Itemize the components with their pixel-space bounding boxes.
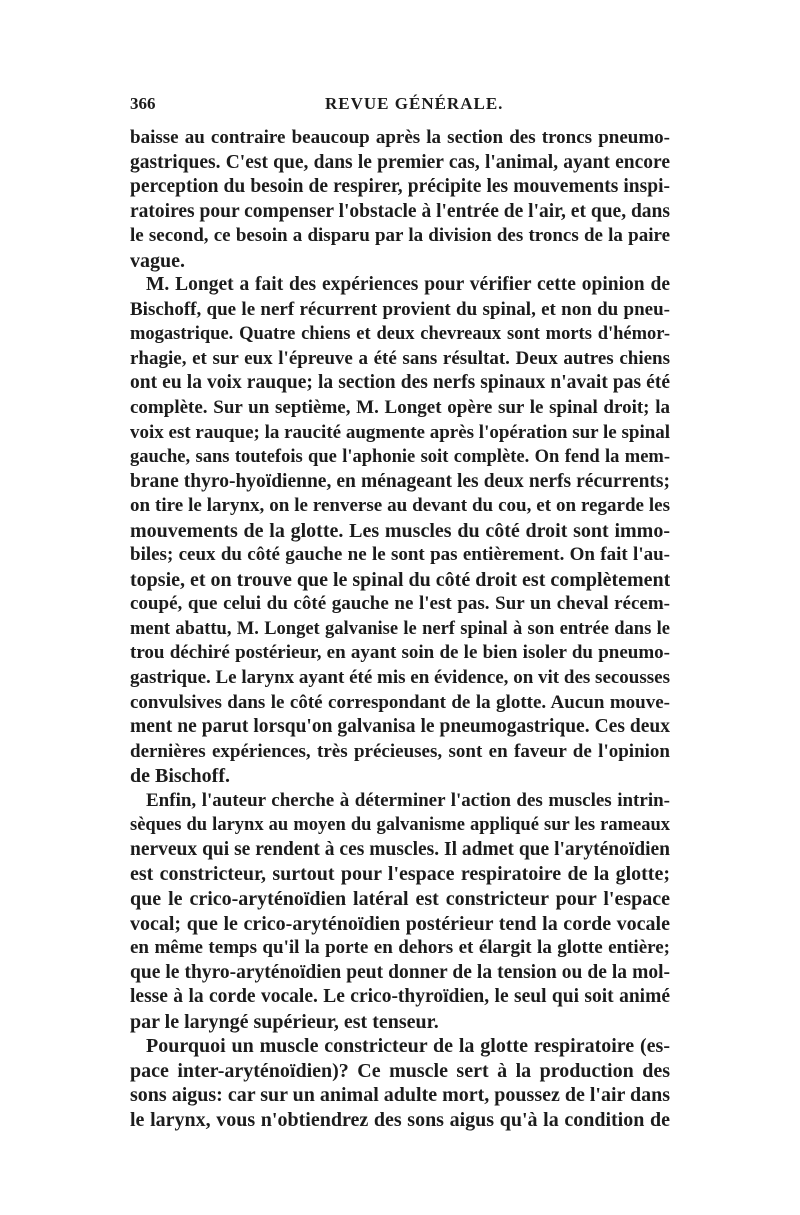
text-line: ratoires pour compenser l'obstacle à l'entrée de l'air, et que, dans <box>130 200 670 222</box>
text-line: topsie, et on trouve que le spinal du côté droit est complètement <box>130 568 670 591</box>
text-line: trou déchiré postérieur, en ayant soin de le bien isoler du pneumo- <box>130 642 670 664</box>
text-line: vocal; que le crico-aryténoïdien postérieur tend la corde vocale <box>130 912 670 935</box>
text-line: dernières expériences, très précieuses, sont en faveur de l'opinion <box>130 740 670 762</box>
text-line: gastriques. C'est que, dans le premier cas, l'animal, ayant encore <box>130 151 670 173</box>
text-line: que le crico-aryténoïdien latéral est constricteur pour l'espace <box>130 887 670 910</box>
text-line: Bischoff, que le nerf récurrent provient du spinal, et non du pneu- <box>130 298 670 320</box>
page-header <box>130 94 670 124</box>
text-line: nerveux qui se rendent à ces muscles. Il admet que l'aryténoïdien <box>130 838 670 860</box>
text-line: lesse à la corde vocale. Le crico-thyroïdien, le seul qui soit animé <box>130 986 670 1008</box>
text-line: que le thyro-aryténoïdien peut donner de la tension ou de la mol- <box>130 961 670 983</box>
text-line: on tire le larynx, on le renverse au devant du cou, et on regarde les <box>130 495 670 517</box>
text-line: sons aigus: car sur un animal adulte mort, poussez de l'air dans <box>130 1084 670 1107</box>
text-line: Pourquoi un muscle constricteur de la glotte respiratoire (es- <box>146 1035 670 1058</box>
text-line: rhagie, et sur eux l'épreuve a été sans résultat. Deux autres chiens <box>130 347 670 369</box>
text-line: sèques du larynx au moyen du galvanisme appliqué sur les rameaux <box>130 815 670 836</box>
text-line: ont eu la voix rauque; la section des nerfs spinaux n'avait pas été <box>130 372 670 394</box>
text-line: le larynx, vous n'obtiendrez des sons aigus qu'à la condition de <box>130 1108 670 1131</box>
body-text <box>130 126 670 1132</box>
text-line: Enfin, l'auteur cherche à déterminer l'action des muscles intrin- <box>146 789 670 811</box>
text-line: gastrique. Le larynx ayant été mis en évidence, on vit des secousses <box>130 667 670 689</box>
text-line: mogastrique. Quatre chiens et deux chevreaux sont morts d'hémor- <box>130 324 670 345</box>
text-line: M. Longet a fait des expériences pour vérifier cette opinion de <box>146 274 670 296</box>
page-number: 366 <box>130 94 156 113</box>
running-head: REVUE GÉNÉRALE. <box>325 94 504 113</box>
text-line: ment ne parut lorsqu'on galvanisa le pneumogastrique. Ces deux <box>130 716 670 738</box>
text-line: mouvements de la glotte. Les muscles du côté droit sont immo- <box>130 519 670 542</box>
text-line: ment abattu, M. Longet galvanise le nerf spinal à son entrée dans le <box>130 618 670 639</box>
text-line: le second, ce besoin a disparu par la division des troncs de la paire <box>130 225 670 247</box>
text-line: est constricteur, surtout pour l'espace respiratoire de la glotte; <box>130 863 670 886</box>
text-line: coupé, que celui du côté gauche ne l'est pas. Sur un cheval récem- <box>130 593 670 615</box>
text-line: voix est rauque; la raucité augmente après l'opération sur le spinal <box>130 421 670 443</box>
text-line: complète. Sur un septième, M. Longet opère sur le spinal droit; la <box>130 397 670 419</box>
text-line: perception du besoin de respirer, précipite les mouvements inspi- <box>130 176 670 198</box>
text-line: gauche, sans toutefois que l'aphonie soit complète. On fend la mem- <box>130 447 670 468</box>
text-line: de Bischoff. <box>130 765 230 788</box>
text-line: baisse au contraire beaucoup après la section des troncs pneumo- <box>130 127 670 148</box>
text-line: vague. <box>130 249 185 272</box>
text-line: par le laryngé supérieur, est tenseur. <box>130 1010 439 1033</box>
text-line: en même temps qu'il la porte en dehors et élargit la glotte entière; <box>130 937 670 959</box>
text-line: convulsives dans le côté correspondant de la glotte. Aucun mouve- <box>130 691 670 713</box>
text-line: brane thyro-hyoïdienne, en ménageant les deux nerfs récurrents; <box>130 470 670 492</box>
text-line: pace inter-aryténoïdien)? Ce muscle sert à la production des <box>130 1059 670 1082</box>
text-line: biles; ceux du côté gauche ne le sont pas entièrement. On fait l'au- <box>130 544 670 566</box>
